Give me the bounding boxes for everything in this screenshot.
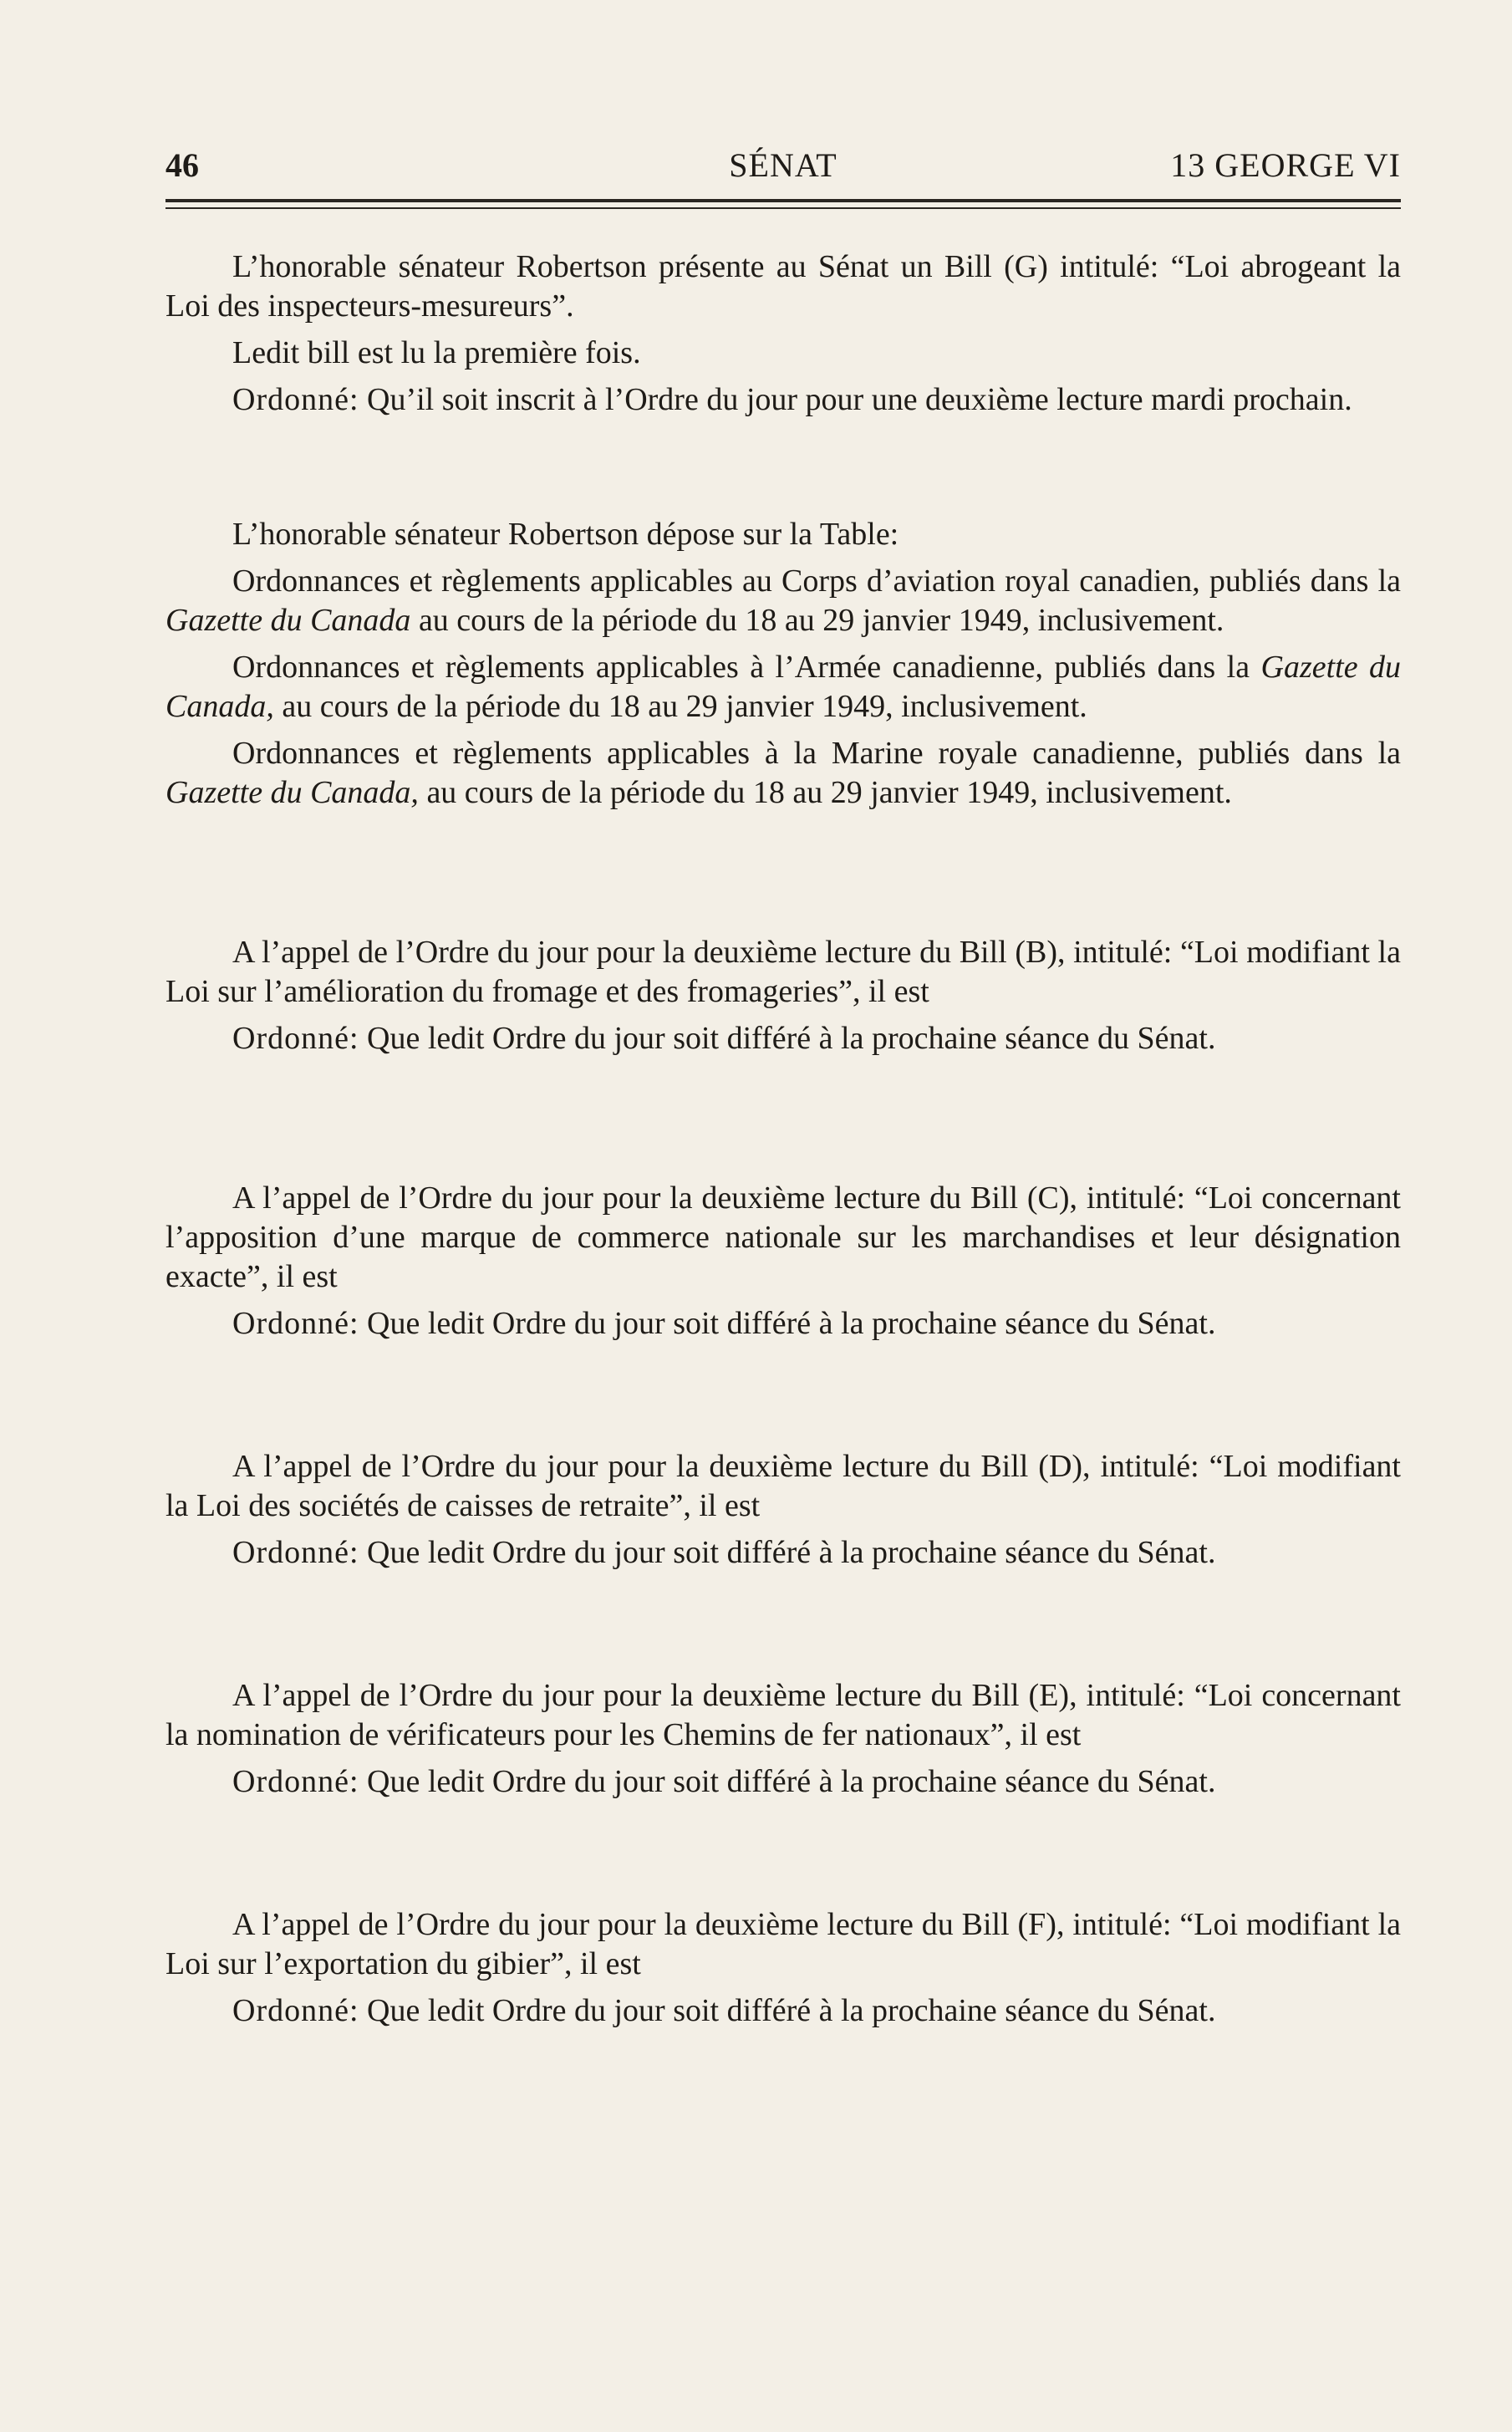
order-paragraph bbox=[165, 1762, 1401, 1802]
header-rule-thin bbox=[165, 207, 1401, 209]
order-text: Que ledit Ordre du jour soit différé à la prochaine séance du Sénat. bbox=[359, 1021, 1216, 1056]
order-bill-c bbox=[165, 1179, 1401, 1343]
order-paragraph bbox=[165, 1304, 1401, 1343]
order-label: Ordonné: bbox=[232, 1993, 359, 2028]
order-text: Que ledit Ordre du jour soit différé à la prochaine séance du Sénat. bbox=[359, 1306, 1216, 1341]
order-paragraph bbox=[165, 380, 1401, 420]
gazette-title: Gazette du Canada, bbox=[165, 775, 419, 810]
document-item: Ordonnances et règlements applicables à l’Armée canadienne, publiés dans la Gazette du Canada, au cours de la période du 18 au 29 janvier 1949, inclusivement. bbox=[165, 650, 1402, 724]
page-title: SÉNAT bbox=[729, 146, 837, 184]
order-call: A l’appel de l’Ordre du jour pour la deuxième lecture du Bill (B), intitulé: “Loi modifiant la Loi sur l’amélioration du fromage et des fromageries”, il est bbox=[165, 935, 1401, 1009]
paragraph: L’honorable sénateur Robertson présente au Sénat un Bill (G) intitulé: “Loi abrogeant la Loi des inspecteurs-mesureurs”. bbox=[165, 249, 1401, 324]
order-text: Que ledit Ordre du jour soit différé à la prochaine séance du Sénat. bbox=[359, 1535, 1216, 1570]
order-label: Ordonné: bbox=[232, 1306, 359, 1341]
page-number: 46 bbox=[165, 146, 199, 184]
order-label: Ordonné: bbox=[232, 382, 359, 417]
document-item: Ordonnances et règlements applicables au Corps d’aviation royal canadien, publiés dans la Gazette du Canada au cours de la période du 18 au 29 janvier 1949, inclusivement. bbox=[165, 563, 1401, 638]
order-call: A l’appel de l’Ordre du jour pour la deuxième lecture du Bill (E), intitulé: “Loi concernant la nomination de vérificateurs pour les Chemins de fer nationaux”, il est bbox=[165, 1678, 1401, 1752]
order-label: Ordonné: bbox=[232, 1535, 359, 1570]
paragraph: L’honorable sénateur Robertson dépose sur la Table: bbox=[232, 517, 899, 552]
order-paragraph bbox=[165, 1533, 1401, 1573]
gazette-title: Gazette du Canada, bbox=[165, 650, 1402, 724]
reign-label: 13 GEORGE VI bbox=[1170, 146, 1401, 184]
order-call: A l’appel de l’Ordre du jour pour la deuxième lecture du Bill (C), intitulé: “Loi concernant l’apposition d’une marque de commerce nationale sur les marchandises et leur désignation exacte”, il est bbox=[165, 1180, 1401, 1294]
order-paragraph bbox=[165, 1991, 1401, 2031]
header-rule-thick bbox=[165, 199, 1401, 202]
order-text: Qu’il soit inscrit à l’Ordre du jour pour une deuxième lecture mardi prochain. bbox=[359, 382, 1352, 417]
page-header bbox=[165, 140, 1401, 191]
order-text: Que ledit Ordre du jour soit différé à la prochaine séance du Sénat. bbox=[359, 1764, 1216, 1799]
bill-g-introduction bbox=[165, 247, 1401, 420]
order-bill-e bbox=[165, 1676, 1401, 1802]
order-paragraph bbox=[165, 1019, 1401, 1058]
page-body bbox=[165, 247, 1401, 2038]
document-item: Ordonnances et règlements applicables à la Marine royale canadienne, publiés dans la Gazette du Canada, au cours de la période du 18 au 29 janvier 1949, inclusivement. bbox=[165, 736, 1401, 810]
order-label: Ordonné: bbox=[232, 1764, 359, 1799]
paragraph: Ledit bill est lu la première fois. bbox=[232, 335, 641, 370]
order-bill-b bbox=[165, 933, 1401, 1058]
order-bill-f bbox=[165, 1905, 1401, 2031]
gazette-title: Gazette du Canada bbox=[165, 603, 411, 638]
order-text: Que ledit Ordre du jour soit différé à la prochaine séance du Sénat. bbox=[359, 1993, 1216, 2028]
order-call: A l’appel de l’Ordre du jour pour la deuxième lecture du Bill (F), intitulé: “Loi modifiant la Loi sur l’exportation du gibier”, il est bbox=[165, 1907, 1401, 1981]
tabled-documents bbox=[165, 515, 1401, 813]
order-call: A l’appel de l’Ordre du jour pour la deuxième lecture du Bill (D), intitulé: “Loi modifiant la Loi des sociétés de caisses de retraite”, il est bbox=[165, 1449, 1401, 1523]
order-bill-d bbox=[165, 1447, 1401, 1573]
order-label: Ordonné: bbox=[232, 1021, 359, 1056]
